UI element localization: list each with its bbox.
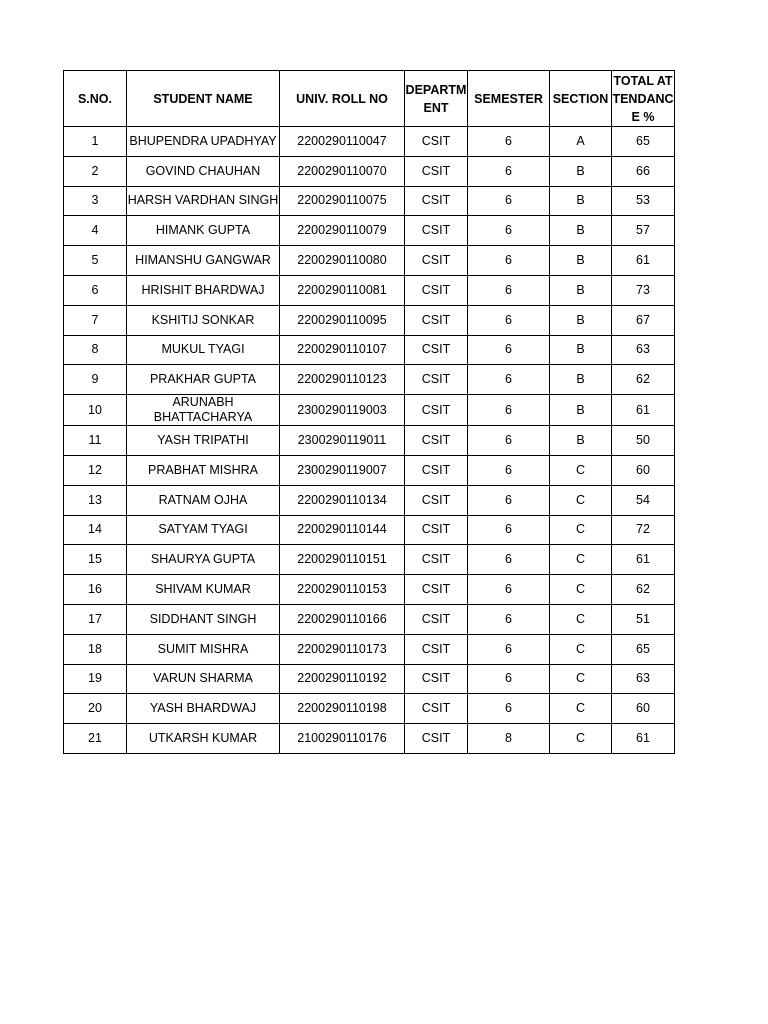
cell-sno: 14	[64, 515, 127, 545]
cell-department: CSIT	[405, 156, 468, 186]
cell-section: C	[550, 664, 612, 694]
cell-department: CSIT	[405, 216, 468, 246]
cell-department: CSIT	[405, 186, 468, 216]
cell-univ-roll-no: 2300290119011	[280, 426, 405, 456]
cell-univ-roll-no: 2200290110080	[280, 246, 405, 276]
table-row	[64, 365, 675, 395]
cell-sno: 2	[64, 156, 127, 186]
table-row	[64, 275, 675, 305]
table-header-row	[64, 71, 675, 127]
cell-attendance: 65	[612, 127, 675, 157]
cell-sno: 15	[64, 545, 127, 575]
cell-attendance: 51	[612, 604, 675, 634]
table-row	[64, 604, 675, 634]
cell-sno: 3	[64, 186, 127, 216]
cell-univ-roll-no: 2200290110192	[280, 664, 405, 694]
cell-attendance: 62	[612, 575, 675, 605]
cell-sno: 16	[64, 575, 127, 605]
cell-department: CSIT	[405, 426, 468, 456]
cell-department: CSIT	[405, 246, 468, 276]
cell-attendance: 63	[612, 664, 675, 694]
cell-univ-roll-no: 2200290110166	[280, 604, 405, 634]
cell-student-name: PRABHAT MISHRA	[127, 455, 280, 485]
header-department: DEPARTMENT	[405, 71, 468, 127]
cell-student-name: BHUPENDRA UPADHYAY	[127, 127, 280, 157]
header-section: SECTION	[550, 71, 612, 127]
cell-attendance: 50	[612, 426, 675, 456]
cell-attendance: 53	[612, 186, 675, 216]
attendance-table	[63, 70, 675, 754]
cell-attendance: 73	[612, 275, 675, 305]
table-row	[64, 305, 675, 335]
cell-semester: 6	[468, 156, 550, 186]
cell-univ-roll-no: 2200290110079	[280, 216, 405, 246]
cell-student-name: HARSH VARDHAN SINGH	[127, 186, 280, 216]
cell-sno: 20	[64, 694, 127, 724]
cell-semester: 6	[468, 485, 550, 515]
cell-department: CSIT	[405, 455, 468, 485]
table-row	[64, 485, 675, 515]
cell-sno: 10	[64, 395, 127, 426]
cell-student-name: SHAURYA GUPTA	[127, 545, 280, 575]
cell-department: CSIT	[405, 634, 468, 664]
cell-semester: 6	[468, 426, 550, 456]
header-sno: S.NO.	[64, 71, 127, 127]
header-total-attendance: TOTAL ATTENDANCE %	[612, 71, 675, 127]
cell-section: B	[550, 365, 612, 395]
cell-section: C	[550, 604, 612, 634]
table-row	[64, 545, 675, 575]
table-row	[64, 575, 675, 605]
cell-section: C	[550, 634, 612, 664]
cell-semester: 6	[468, 186, 550, 216]
cell-univ-roll-no: 2200290110123	[280, 365, 405, 395]
cell-student-name: SIDDHANT SINGH	[127, 604, 280, 634]
cell-sno: 11	[64, 426, 127, 456]
cell-student-name: MUKUL TYAGI	[127, 335, 280, 365]
cell-attendance: 60	[612, 694, 675, 724]
cell-student-name: RATNAM OJHA	[127, 485, 280, 515]
cell-section: C	[550, 485, 612, 515]
cell-semester: 6	[468, 575, 550, 605]
cell-univ-roll-no: 2200290110144	[280, 515, 405, 545]
cell-student-name: HIMANSHU GANGWAR	[127, 246, 280, 276]
cell-semester: 6	[468, 545, 550, 575]
cell-student-name: SATYAM TYAGI	[127, 515, 280, 545]
cell-department: CSIT	[405, 335, 468, 365]
cell-attendance: 61	[612, 246, 675, 276]
cell-semester: 6	[468, 604, 550, 634]
cell-section: C	[550, 724, 612, 754]
cell-section: B	[550, 156, 612, 186]
cell-sno: 21	[64, 724, 127, 754]
cell-section: C	[550, 515, 612, 545]
cell-univ-roll-no: 2300290119003	[280, 395, 405, 426]
cell-semester: 6	[468, 515, 550, 545]
cell-attendance: 61	[612, 395, 675, 426]
cell-student-name: ARUNABH BHATTACHARYA	[127, 395, 280, 426]
table-body	[64, 127, 675, 754]
cell-sno: 6	[64, 275, 127, 305]
header-student-name: STUDENT NAME	[127, 71, 280, 127]
cell-section: B	[550, 275, 612, 305]
attendance-sheet	[63, 70, 675, 754]
cell-student-name: HIMANK GUPTA	[127, 216, 280, 246]
cell-department: CSIT	[405, 604, 468, 634]
cell-attendance: 54	[612, 485, 675, 515]
cell-attendance: 60	[612, 455, 675, 485]
cell-semester: 6	[468, 365, 550, 395]
cell-section: B	[550, 186, 612, 216]
cell-sno: 5	[64, 246, 127, 276]
cell-student-name: UTKARSH KUMAR	[127, 724, 280, 754]
cell-section: C	[550, 455, 612, 485]
cell-univ-roll-no: 2200290110107	[280, 335, 405, 365]
cell-sno: 4	[64, 216, 127, 246]
cell-attendance: 57	[612, 216, 675, 246]
cell-department: CSIT	[405, 515, 468, 545]
cell-sno: 7	[64, 305, 127, 335]
cell-semester: 6	[468, 694, 550, 724]
cell-section: C	[550, 694, 612, 724]
cell-student-name: PRAKHAR GUPTA	[127, 365, 280, 395]
table-row	[64, 246, 675, 276]
cell-section: C	[550, 545, 612, 575]
cell-student-name: SUMIT MISHRA	[127, 634, 280, 664]
cell-semester: 6	[468, 395, 550, 426]
header-semester: SEMESTER	[468, 71, 550, 127]
cell-attendance: 61	[612, 545, 675, 575]
cell-student-name: KSHITIJ SONKAR	[127, 305, 280, 335]
cell-sno: 1	[64, 127, 127, 157]
cell-student-name: GOVIND CHAUHAN	[127, 156, 280, 186]
cell-semester: 6	[468, 634, 550, 664]
cell-univ-roll-no: 2200290110047	[280, 127, 405, 157]
table-row	[64, 455, 675, 485]
cell-section: B	[550, 246, 612, 276]
cell-department: CSIT	[405, 664, 468, 694]
cell-section: B	[550, 426, 612, 456]
cell-sno: 18	[64, 634, 127, 664]
cell-department: CSIT	[405, 724, 468, 754]
cell-section: B	[550, 305, 612, 335]
table-row	[64, 186, 675, 216]
cell-semester: 6	[468, 664, 550, 694]
cell-student-name: YASH TRIPATHI	[127, 426, 280, 456]
cell-department: CSIT	[405, 275, 468, 305]
cell-attendance: 72	[612, 515, 675, 545]
cell-semester: 6	[468, 127, 550, 157]
cell-univ-roll-no: 2200290110151	[280, 545, 405, 575]
table-row	[64, 724, 675, 754]
table-row	[64, 156, 675, 186]
cell-section: B	[550, 395, 612, 426]
cell-univ-roll-no: 2200290110075	[280, 186, 405, 216]
cell-semester: 6	[468, 335, 550, 365]
cell-univ-roll-no: 2200290110153	[280, 575, 405, 605]
cell-attendance: 63	[612, 335, 675, 365]
cell-section: B	[550, 335, 612, 365]
cell-department: CSIT	[405, 395, 468, 426]
cell-department: CSIT	[405, 485, 468, 515]
cell-sno: 12	[64, 455, 127, 485]
cell-semester: 8	[468, 724, 550, 754]
cell-semester: 6	[468, 305, 550, 335]
cell-univ-roll-no: 2200290110173	[280, 634, 405, 664]
cell-univ-roll-no: 2100290110176	[280, 724, 405, 754]
cell-department: CSIT	[405, 694, 468, 724]
table-row	[64, 694, 675, 724]
cell-univ-roll-no: 2200290110198	[280, 694, 405, 724]
cell-univ-roll-no: 2300290119007	[280, 455, 405, 485]
cell-department: CSIT	[405, 575, 468, 605]
cell-semester: 6	[468, 216, 550, 246]
table-row	[64, 515, 675, 545]
table-row	[64, 335, 675, 365]
cell-attendance: 61	[612, 724, 675, 754]
cell-section: B	[550, 216, 612, 246]
cell-student-name: SHIVAM KUMAR	[127, 575, 280, 605]
cell-section: C	[550, 575, 612, 605]
header-univ-roll-no: UNIV. ROLL NO	[280, 71, 405, 127]
table-row	[64, 664, 675, 694]
cell-semester: 6	[468, 275, 550, 305]
table-row	[64, 426, 675, 456]
cell-univ-roll-no: 2200290110134	[280, 485, 405, 515]
cell-department: CSIT	[405, 365, 468, 395]
cell-sno: 17	[64, 604, 127, 634]
table-row	[64, 216, 675, 246]
table-row	[64, 127, 675, 157]
cell-section: A	[550, 127, 612, 157]
cell-univ-roll-no: 2200290110081	[280, 275, 405, 305]
cell-student-name: VARUN SHARMA	[127, 664, 280, 694]
cell-department: CSIT	[405, 305, 468, 335]
cell-attendance: 65	[612, 634, 675, 664]
cell-attendance: 66	[612, 156, 675, 186]
table-row	[64, 634, 675, 664]
table-row	[64, 395, 675, 426]
cell-sno: 8	[64, 335, 127, 365]
cell-attendance: 67	[612, 305, 675, 335]
cell-univ-roll-no: 2200290110070	[280, 156, 405, 186]
cell-student-name: YASH BHARDWAJ	[127, 694, 280, 724]
cell-sno: 13	[64, 485, 127, 515]
cell-semester: 6	[468, 246, 550, 276]
cell-univ-roll-no: 2200290110095	[280, 305, 405, 335]
cell-semester: 6	[468, 455, 550, 485]
cell-department: CSIT	[405, 127, 468, 157]
cell-sno: 9	[64, 365, 127, 395]
cell-student-name: HRISHIT BHARDWAJ	[127, 275, 280, 305]
cell-department: CSIT	[405, 545, 468, 575]
cell-sno: 19	[64, 664, 127, 694]
cell-attendance: 62	[612, 365, 675, 395]
